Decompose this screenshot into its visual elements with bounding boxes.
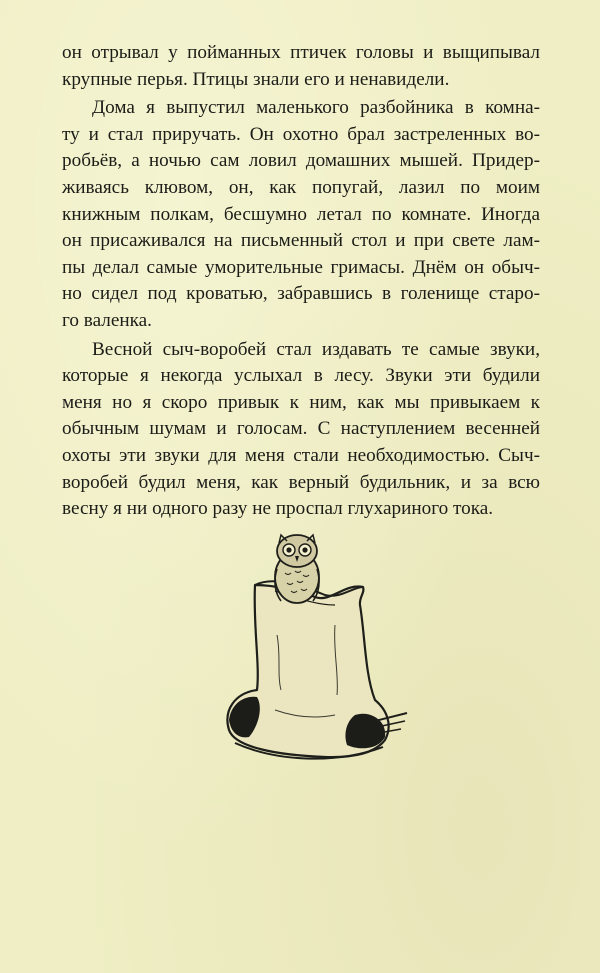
- owl-on-felt-boot-icon: [215, 525, 415, 775]
- text-line: ту и стал приручать. Он охотно брал застреленных во-: [62, 123, 540, 145]
- text-line: живаясь клювом, он, как попугай, лазил по моим: [62, 176, 540, 198]
- text-line: весну я ни одного разу не проспал глухариного тока.: [62, 498, 494, 520]
- text-line: пы делал самые уморительные гримасы. Днём он обыч-: [62, 256, 540, 278]
- text-line: которые я некогда услыхал в лесу. Звуки эти будили: [62, 365, 540, 387]
- text-line: Дома я выпустил маленького разбойника в комна-: [92, 97, 540, 119]
- text-line: воробей будил меня, как верный будильник, и за всю: [62, 471, 540, 493]
- text-line: меня но я скоро привык к ним, как мы привыкаем к: [62, 391, 540, 413]
- text-line: книжным полкам, бесшумно летал по комнате. Иногда: [62, 203, 540, 225]
- text-line: го валенка.: [62, 309, 152, 331]
- paragraph-2: [62, 95, 540, 334]
- text-line: он присаживался на письменный стол и при свете лам-: [62, 230, 540, 252]
- paragraph-3: [62, 337, 540, 523]
- text-line: робьёв, а ночью сам ловил домашних мышей. Придер-: [62, 150, 540, 172]
- text-line: Весной сыч-воробей стал издавать те самые звуки,: [92, 338, 540, 360]
- paragraph-1: [62, 40, 540, 93]
- text-line: обычным шумам и голосам. С наступлением весенней: [62, 418, 540, 440]
- body-text: [62, 40, 540, 525]
- text-line: крупные перья. Птицы знали его и ненавидели.: [62, 68, 450, 90]
- text-line: но сидел под кроватью, забравшись в голенище старо-: [62, 283, 540, 305]
- text-line: он отрывал у пойманных птичек головы и выщипывал: [62, 42, 540, 63]
- text-line: охоты эти звуки для меня стали необходимостью. Сыч-: [62, 444, 540, 466]
